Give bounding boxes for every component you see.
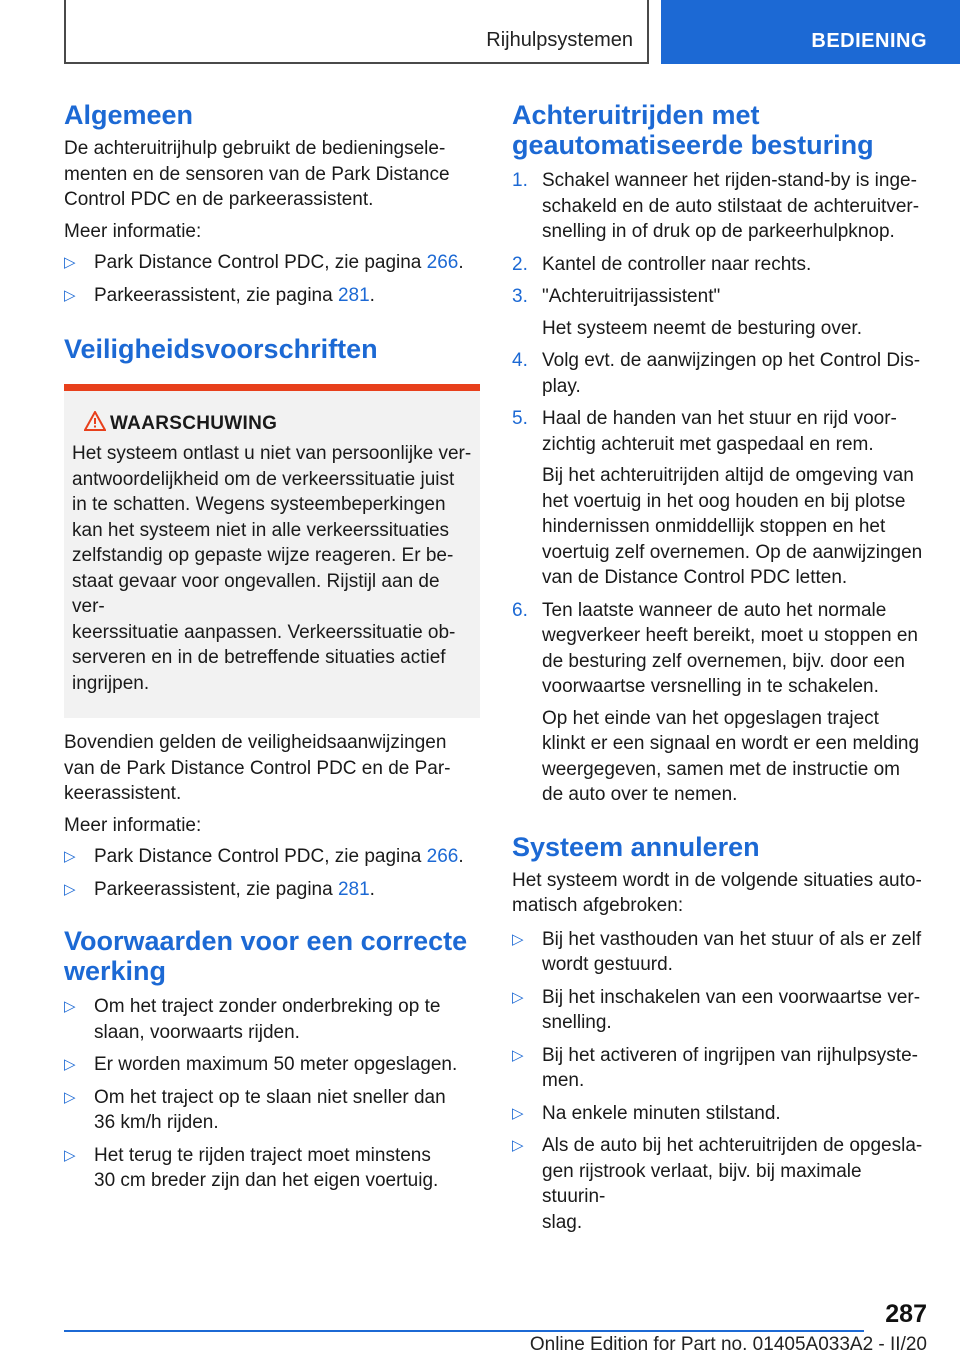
step-number: 4. (512, 350, 528, 371)
triangle-bullet-icon: ▷ (64, 1088, 76, 1106)
triangle-bullet-icon: ▷ (512, 1137, 524, 1154)
triangle-bullet-icon: ▷ (64, 1146, 76, 1164)
step-item: 5. Haal de handen van het stuur en rijd voor- zichtig achteruit met gaspedaal en rem. Bij het achteruitrijden altijd de omgeving van het voertuig in het oog houden en bij plotse hindernissen onmiddellijk stoppen en het voertuig zelf overnemen. Op de aanwijzingen van de Distance Control PDC letten. (512, 406, 928, 591)
page-link[interactable]: 281 (337, 284, 370, 306)
triangle-bullet-icon: ▷ (64, 286, 76, 304)
right-column (512, 100, 928, 1235)
step-item: 4. Volg evt. de aanwijzingen op het Control Dis- play. (512, 350, 921, 397)
list-item: ▷ Park Distance Control PDC, zie pagina 266. (64, 250, 480, 276)
warning-box (64, 384, 480, 718)
list-item: ▷ Bij het activeren of ingrijpen van rijhulpsyste- men. (512, 1044, 918, 1091)
paragraph-algemeen: De achteruitrijhulp gebruikt de bedieningsele- menten en de sensoren van de Park Distance Control PDC en de parkeerassistent. (64, 138, 450, 210)
more-info-list (64, 844, 480, 902)
steps-list (512, 168, 928, 808)
list-item: ▷ Om het traject zonder onderbreking op te slaan, voorwaarts rijden. (64, 996, 441, 1043)
paragraph-annuleren: Het systeem wordt in de volgende situaties auto- matisch afgebroken: (512, 869, 922, 916)
list-item: ▷ Na enkele minuten stilstand. (512, 1101, 928, 1127)
page-link[interactable]: 266 (426, 846, 459, 867)
triangle-bullet-icon: ▷ (64, 880, 76, 898)
cancel-conditions-list (512, 927, 928, 1236)
step-number: 1. (512, 170, 528, 191)
footer-edition: Online Edition for Part no. 01405A033A2 - II/20 (529, 1334, 927, 1355)
header-section: BEDIENING (811, 30, 927, 52)
list-item: ▷ Bij het inschakelen van een voorwaartse ver- snelling. (512, 986, 921, 1033)
header-chapter: Rijhulpsystemen (486, 29, 633, 51)
warning-triangle-icon (84, 411, 106, 431)
triangle-bullet-icon: ▷ (64, 998, 76, 1015)
triangle-bullet-icon: ▷ (64, 1056, 76, 1073)
list-item: ▷ Park Distance Control PDC, zie pagina 266. (64, 844, 480, 870)
list-item: ▷ Om het traject op te slaan niet sneller dan 36 km/h rijden. (64, 1086, 446, 1133)
more-info-list (64, 250, 480, 308)
step-number: 2. (512, 253, 528, 275)
step-item: 2. Kantel de controller naar rechts. (512, 252, 928, 278)
step-number: 3. (512, 286, 528, 307)
list-item: ▷ Het terug te rijden traject moet minstens 30 cm breder zijn dan het eigen voertuig. (64, 1144, 439, 1191)
page-link[interactable]: 281 (337, 878, 370, 900)
heading-achteruitrijden: Achteruitrijden met geautomatiseerde besturing (512, 100, 874, 160)
step-number: 5. (512, 408, 528, 429)
conditions-list (64, 994, 480, 1194)
list-item: ▷ Als de auto bij het achteruitrijden de opgesla- gen rijstrook verlaat, bijv. bij maximale stuurin- slag. (512, 1135, 923, 1233)
step-note: Bij het achteruitrijden altijd de omgeving van het voertuig in het oog houden en bij plotse hindernissen onmiddellijk stoppen en het voertuig zelf overnemen. Op de aanwijzingen van de Distance Control PDC letten. (542, 465, 923, 588)
more-info-label: Meer informatie: (64, 814, 202, 836)
step-item: 1. Schakel wanneer het rijden-stand-by is inge- schakeld en de auto stilstaat de achteruitver- snelling in of druk op de parkeerhulpknop. (512, 170, 920, 242)
triangle-bullet-icon: ▷ (512, 930, 524, 948)
heading-annuleren: Systeem annuleren (512, 831, 760, 862)
header-chapter-box (64, 0, 649, 64)
list-item: ▷ Bij het vasthouden van het stuur of als er zelf wordt gestuurd. (512, 928, 922, 975)
more-info-label: Meer informatie: (64, 220, 202, 242)
header-section-tab (661, 0, 960, 64)
heading-veiligheid: Veiligheidsvoorschriften (64, 334, 378, 364)
list-item: ▷ Parkeerassistent, zie pagina 281. (64, 877, 480, 903)
warning-text: Het systeem ontlast u niet van persoonlijke ver- antwoordelijkheid om de verkeerssituatie juist in te schatten. Wegens systeembeperkingen kan het systeem niet in alle verkeerssituaties zelfstandig op gepaste wijze reageren. Er be- staat gevaar voor ongevallen. Rijstijl aan de ver- keerssituatie aanpassen. Verkeerssituatie ob- serveren en in de betreffende situaties actief ingrijpen. (72, 443, 472, 694)
step-item: 6. Ten laatste wanneer de auto het normale wegverkeer heeft bereikt, moet u stoppen en de besturing zelf overnemen, bijv. door een voorwaartse versnelling in te schakelen. Op het einde van het opgeslagen traject klinkt er een signaal en wordt er een melding weergegeven, samen met de instructie om de auto over te nemen. (512, 598, 928, 808)
triangle-bullet-icon: ▷ (512, 1104, 524, 1122)
paragraph-bovendien: Bovendien gelden de veiligheidsaanwijzingen van de Park Distance Control PDC en de Par- keerassistent. (64, 732, 451, 804)
page-link[interactable]: 266 (426, 252, 459, 273)
list-item: ▷ Parkeerassistent, zie pagina 281. (64, 283, 480, 309)
triangle-bullet-icon: ▷ (512, 1046, 524, 1064)
warning-title: WAARSCHUWING (72, 411, 472, 437)
step-number: 6. (512, 599, 528, 621)
heading-algemeen: Algemeen (64, 100, 194, 130)
footer-divider (64, 1330, 864, 1332)
page-number: 287 (885, 1300, 927, 1328)
list-item: ▷ Er worden maximum 50 meter opgeslagen. (64, 1052, 480, 1078)
triangle-bullet-icon: ▷ (64, 254, 76, 271)
step-note: Het systeem neemt de besturing over. (542, 317, 862, 339)
step-item: 3. "Achteruitrijassistent" Het systeem neemt de besturing over. (512, 284, 928, 341)
triangle-bullet-icon: ▷ (64, 848, 76, 865)
step-note: Op het einde van het opgeslagen traject klinkt er een signaal en wordt er een melding weergegeven, samen met de instructie om de auto over te nemen. (542, 707, 920, 805)
left-column (64, 100, 480, 1194)
heading-voorwaarden: Voorwaarden voor een correcte werking (64, 926, 468, 986)
triangle-bullet-icon: ▷ (512, 988, 524, 1006)
